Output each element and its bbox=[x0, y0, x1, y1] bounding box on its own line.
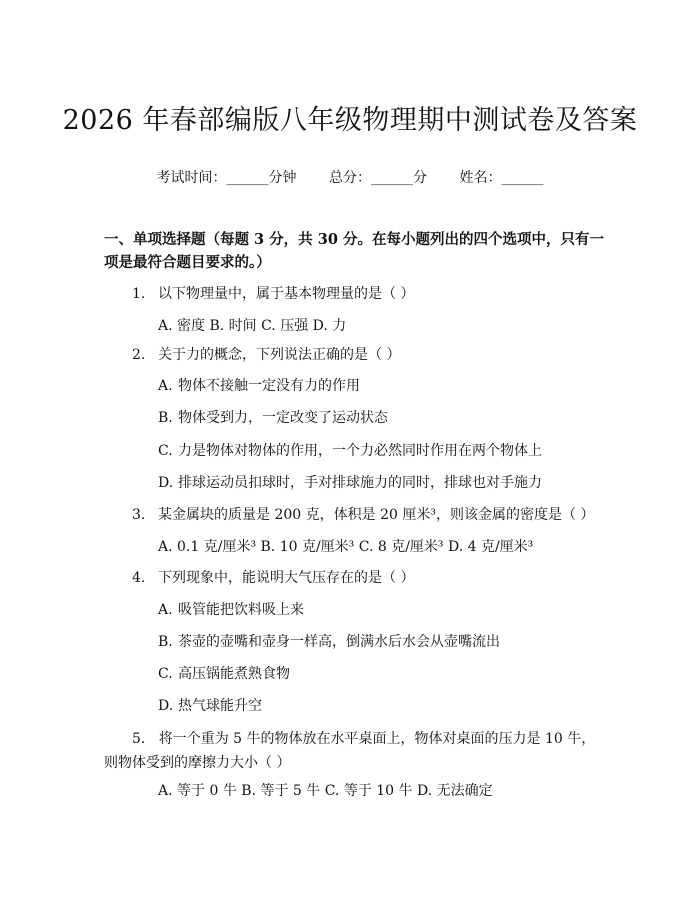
question-number: 2. bbox=[132, 347, 146, 363]
question-4 bbox=[132, 568, 604, 588]
question-text: 某金属块的质量是 200 克，体积是 20 厘米³，则该金属的密度是（ ） bbox=[158, 507, 595, 523]
question-number: 1. bbox=[132, 286, 146, 302]
question-text: 关于力的概念，下列说法正确的是（ ） bbox=[158, 347, 401, 363]
question-text: 下列现象中，能说明大气压存在的是（ ） bbox=[158, 570, 415, 586]
question-2-option-d bbox=[158, 473, 604, 493]
section-heading: 一、单项选择题（每题 3 分，共 30 分。在每小题列出的四个选项中，只有一项是最符合题目要求的。） bbox=[104, 231, 604, 271]
option-letter: D. bbox=[158, 698, 174, 714]
option-text: 热气球能升空 bbox=[178, 698, 262, 714]
question-number: 4. bbox=[132, 570, 146, 586]
question-4-option-c bbox=[158, 664, 604, 684]
question-number: 5. bbox=[132, 731, 146, 747]
option-letter: C. bbox=[158, 666, 173, 682]
option-letter: A. bbox=[158, 602, 173, 618]
question-text: 将一个重为 5 牛的物体放在水平桌面上，物体对桌面的压力是 10 牛，则物体受到的摩擦力大小（ ） bbox=[104, 731, 596, 771]
question-2 bbox=[132, 345, 604, 365]
option-letter: D. bbox=[158, 475, 174, 491]
option-text: 高压锅能煮熟食物 bbox=[178, 666, 290, 682]
option-text: 茶壶的壶嘴和壶身一样高，倒满水后水会从壶嘴流出 bbox=[178, 634, 500, 650]
option-text: 力是物体对物体的作用，一个力必然同时作用在两个物体上 bbox=[178, 443, 542, 459]
option-letter: B. bbox=[158, 410, 173, 426]
page-title: 2026 年春部编版八年级物理期中测试卷及答案 bbox=[62, 105, 638, 137]
option-text: 吸管能把饮料吸上来 bbox=[178, 602, 304, 618]
question-4-option-a bbox=[158, 600, 604, 620]
option-letter: C. bbox=[158, 443, 173, 459]
total-score-field: 总分：______分 bbox=[329, 170, 427, 186]
question-3 bbox=[132, 505, 604, 525]
option-letter: B. bbox=[158, 634, 173, 650]
exam-time-field: 考试时间：______分钟 bbox=[156, 170, 297, 186]
option-text: 排球运动员扣球时，手对排球施力的同时，排球也对手施力 bbox=[178, 475, 542, 491]
question-5 bbox=[104, 727, 604, 775]
question-4-option-b bbox=[158, 632, 604, 652]
student-name-field: 姓名：______ bbox=[459, 170, 544, 186]
question-text: 以下物理量中，属于基本物理量的是（ ） bbox=[158, 286, 415, 302]
question-4-option-d bbox=[158, 696, 604, 716]
option-letter: A. bbox=[158, 378, 173, 394]
question-3-options: A. 0.1 克/厘米³ B. 10 克/厘米³ C. 8 克/厘米³ D. 4 克/厘米³ bbox=[158, 539, 534, 555]
question-2-option-c bbox=[158, 441, 604, 461]
question-1 bbox=[132, 284, 604, 304]
option-text: 物体受到力，一定改变了运动状态 bbox=[178, 410, 388, 426]
question-number: 3. bbox=[132, 507, 146, 523]
question-1-options: A. 密度 B. 时间 C. 压强 D. 力 bbox=[158, 318, 347, 334]
question-2-option-a bbox=[158, 376, 604, 396]
option-text: 物体不接触一定没有力的作用 bbox=[178, 378, 360, 394]
question-5-options: A. 等于 0 牛 B. 等于 5 牛 C. 等于 10 牛 D. 无法确定 bbox=[158, 783, 493, 799]
question-2-option-b bbox=[158, 408, 604, 428]
exam-info bbox=[0, 168, 700, 188]
